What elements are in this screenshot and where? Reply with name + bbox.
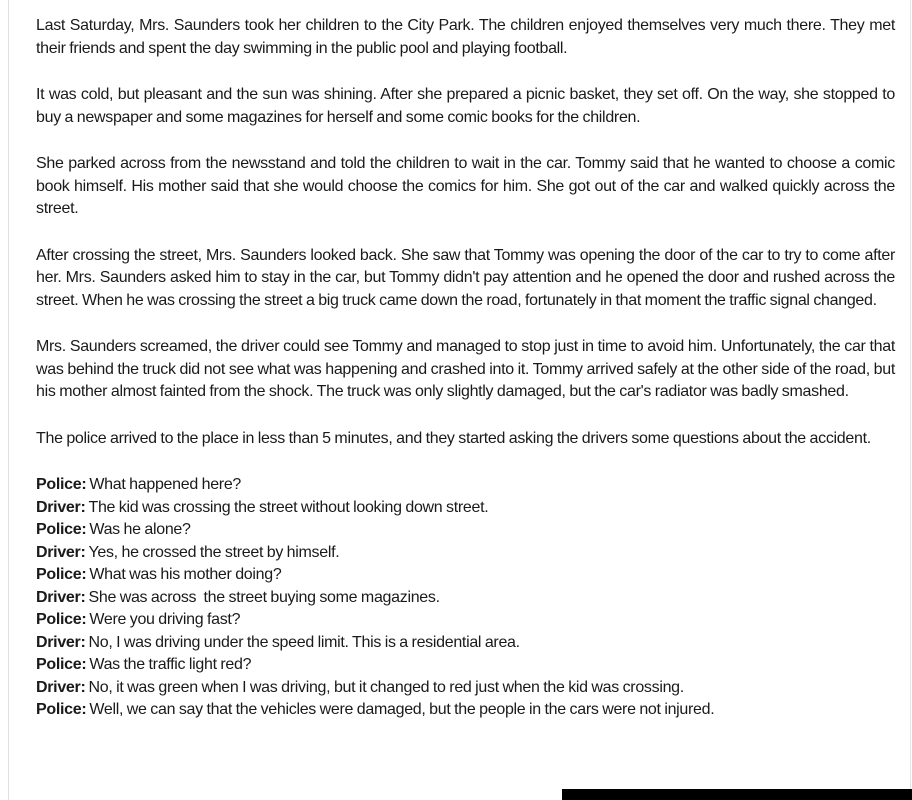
- dialogue-speaker-label: Driver:: [36, 543, 86, 561]
- dialogue-text: No, it was green when I was driving, but it changed to red just when the kid was crossing.: [88, 678, 684, 696]
- dialogue-text: What happened here?: [89, 476, 242, 493]
- paragraph-2: It was cold, but pleasant and the sun was shining. After she prepared a picnic basket, they set off. On the way, she stopped to buy a newspaper and some magazines for herself and some comic books for the children.: [36, 86, 895, 126]
- dialogue-speaker-label: Police:: [36, 476, 87, 493]
- dialogue-line: [36, 474, 895, 497]
- document-content: [36, 15, 895, 722]
- dialogue-text: Were you driving fast?: [89, 611, 241, 628]
- dialogue-speaker-label: Driver:: [36, 588, 86, 606]
- dialogue-line: [36, 587, 895, 610]
- paragraph-5: Mrs. Saunders screamed, the driver could see Tommy and managed to stop just in time to avoid him. Unfortunately, the car that was behind the truck did not see what was happening and crashed into it. Tommy arrived safely at the other side of the road, but his mother almost fainted from the shock. The truck was only slightly damaged, but the car's radiator was badly smashed.: [36, 338, 895, 400]
- paragraph-3: She parked across from the newsstand and told the children to wait in the car. Tommy said that he wanted to choose a comic book himself. His mother said that she would choose the comics for him. She got out of the car and walked quickly across the street.: [36, 155, 895, 217]
- dialogue-speaker-label: Driver:: [36, 633, 86, 651]
- dialogue-line: [36, 677, 895, 700]
- dialogue-line: [36, 699, 895, 722]
- dialogue-speaker-label: Police:: [36, 566, 87, 583]
- dialogue-section: [36, 474, 895, 722]
- dialogue-speaker-label: Police:: [36, 611, 87, 628]
- dialogue-line: [36, 632, 895, 655]
- dialogue-line: [36, 654, 895, 677]
- dialogue-speaker-label: Driver:: [36, 678, 86, 696]
- dialogue-text: Was he alone?: [89, 521, 191, 538]
- dialogue-text: The kid was crossing the street without looking down street.: [88, 498, 489, 516]
- scan-artifact-bar: [562, 789, 912, 800]
- page-edge-line-left: [8, 0, 9, 800]
- dialogue-line: [36, 497, 895, 520]
- dialogue-text: What was his mother doing?: [89, 566, 282, 583]
- dialogue-speaker-label: Driver:: [36, 498, 86, 516]
- paragraph-4: After crossing the street, Mrs. Saunders looked back. She saw that Tommy was opening the door of the car to try to come after her. Mrs. Saunders asked him to stay in the car, but Tommy didn't pay attention and he opened the door and rushed across the street. When he was crossing the street a big truck came down the road, fortunately in that moment the traffic signal changed.: [36, 246, 895, 309]
- page-edge-line-right: [910, 0, 911, 800]
- dialogue-line: [36, 542, 895, 565]
- dialogue-line: [36, 519, 895, 542]
- dialogue-line: [36, 564, 895, 587]
- dialogue-text: Was the traffic light red?: [89, 656, 252, 673]
- paragraph-6: The police arrived to the place in less than 5 minutes, and they started asking the drivers some questions about the accident.: [36, 429, 871, 447]
- dialogue-text: Yes, he crossed the street by himself.: [88, 543, 340, 561]
- dialogue-text: Well, we can say that the vehicles were damaged, but the people in the cars were not injured.: [89, 701, 715, 718]
- dialogue-line: [36, 609, 895, 632]
- paragraph-1: Last Saturday, Mrs. Saunders took her children to the City Park. The children enjoyed themselves very much there. They met their friends and spent the day swimming in the public pool and playing football.: [36, 17, 895, 57]
- dialogue-speaker-label: Police:: [36, 521, 87, 538]
- dialogue-text: She was across the street buying some magazines.: [88, 588, 440, 606]
- dialogue-text: No, I was driving under the speed limit. This is a residential area.: [88, 633, 520, 651]
- dialogue-speaker-label: Police:: [36, 656, 87, 673]
- dialogue-speaker-label: Police:: [36, 701, 87, 718]
